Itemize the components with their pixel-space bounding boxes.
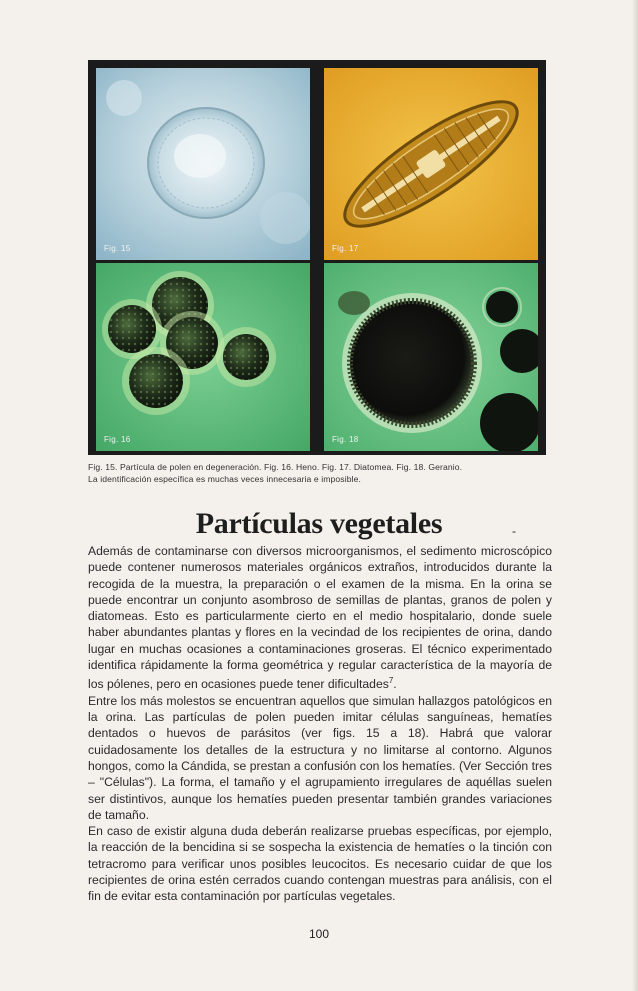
figure-18-geranium-pollen (324, 263, 538, 451)
section-title: Partículas vegetales (195, 507, 443, 540)
diatom-image (324, 68, 538, 260)
figure-17-label: Fig. 17 (332, 244, 359, 253)
page-number: 100 (308, 927, 330, 941)
caption-line-2: La identificación específica es muchas veces innecesaria e imposible. (88, 474, 361, 484)
caption-line-1: Fig. 15. Partícula de polen en degeneración. Fig. 16. Heno. Fig. 17. Diatomea. Fig. 18. Geranio. (88, 462, 463, 472)
figure-17-diatom (324, 68, 538, 260)
hay-pollen-image (96, 263, 310, 451)
footnote-reference: 7 (388, 676, 394, 686)
body-text (88, 543, 552, 905)
title-mark: - (512, 524, 516, 538)
paragraph-1 (88, 543, 552, 693)
figure-caption (88, 461, 558, 485)
figure-18-label: Fig. 18 (332, 435, 359, 444)
pollen-degenerating-image (96, 68, 310, 260)
figure-16-label: Fig. 16 (104, 435, 131, 444)
figure-15-label: Fig. 15 (104, 244, 131, 253)
paragraph-1-text: Además de contaminarse con diversos microorganismos, el sedimento microscópico puede contener numerosos materiales orgánicos extraños, introducidos durante la recogida de la muestra, la preparación o el examen de la misma. En la orina se puede encontrar un conjunto asombroso de semillas de plantas, granos de polen y diatomeas. Esto es particularmente cierto en el medio hospitalario, donde suele haber abundantes plantas y flores en la vecindad de los recipientes de orina, dando lugar en muchas ocasiones a contaminaciones groseras. El técnico experimentado identifica rápidamente la forma geométrica y regular característica de la mayoría de los pólenes, pero en ocasiones puede tener dificultades (88, 544, 552, 692)
geranium-pollen-image (324, 263, 538, 451)
page-edge-shadow (632, 0, 638, 991)
paragraph-2: Entre los más molestos se encuentran aquellos que simulan hallazgos patológicos en la orina. Las partículas de polen pueden imitar células sanguíneas, hematíes dentados o huevos de parásitos (ver figs. 15 a 18). Habrá que valorar cuidadosamente los detalles de la estructura y no limitarse al contorno. Algunos hongos, como la Cándida, se prestan a confusión con los hematíes. (Ver Sección tres – "Células"). La forma, el tamaño y el agrupamiento irregulares de aquéllas suelen ser distintivos, aunque los hematíes pueden presentar también grandes variaciones de tamaño. (88, 693, 552, 822)
paragraph-3: En caso de existir alguna duda deberán realizarse pruebas específicas, por ejemplo, la reacción de la bencidina si se sospecha la existencia de hematíes o la tinción con tetracromo para verificar unos posibles leucocitos. Es necesario cuidar de que los recipientes de orina estén cerrados cuando contengan muestras para análisis, con el fin de evitar esta contaminación por partículas vegetales. (88, 824, 552, 904)
figure-plate (88, 60, 546, 455)
figure-16-hay-pollen (96, 263, 310, 451)
figure-15-pollen-degenerating (96, 68, 310, 260)
paragraph-1-end: . (393, 677, 397, 692)
